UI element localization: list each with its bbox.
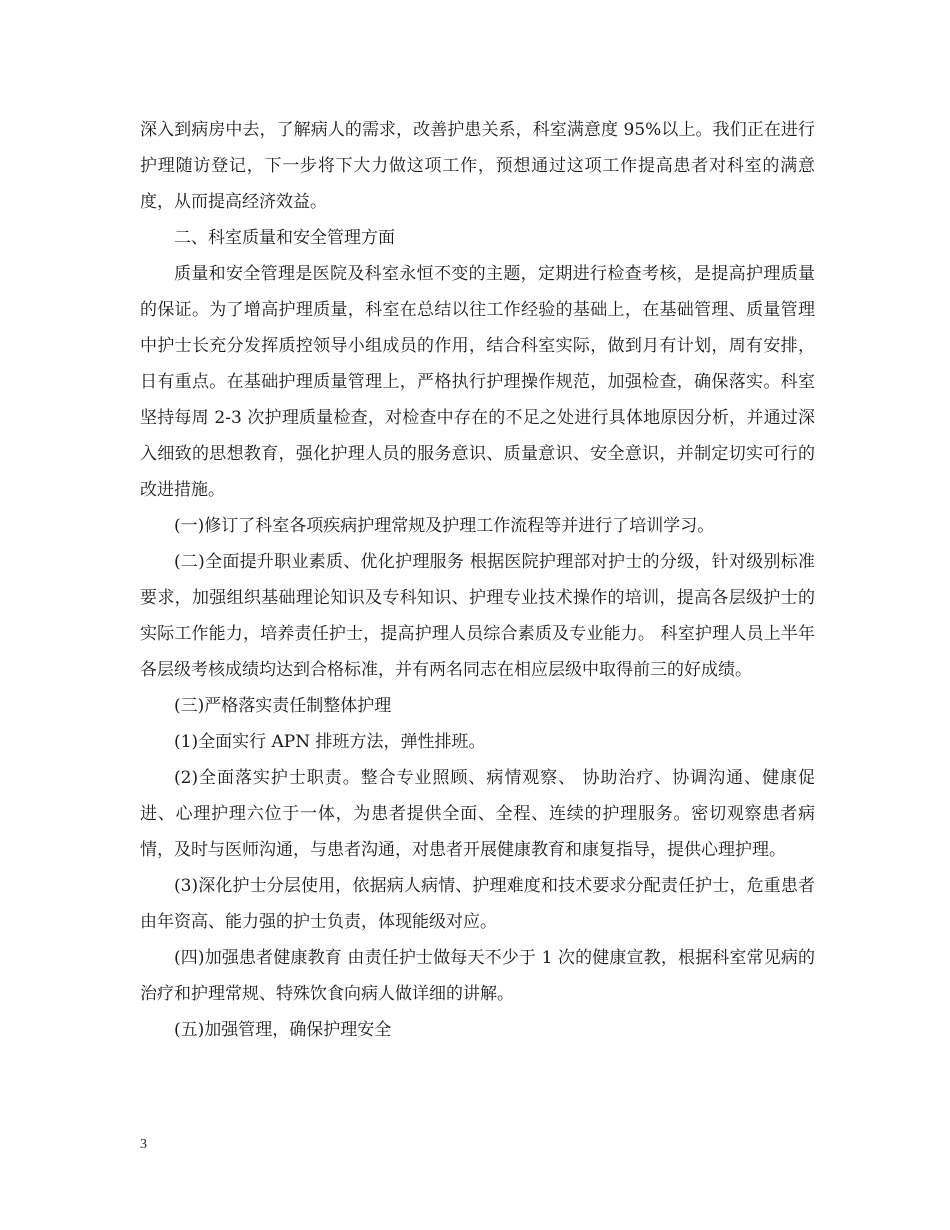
paragraph-item-3-heading: (三)严格落实责任制整体护理 bbox=[174, 696, 392, 716]
paragraph-quality-management: 质量和安全管理是医院及科室永恒不变的主题，定期进行检查考核，是提高护理质量的保证。为了增高护理质量，科室在总结以往工作经验的基础上，在基础管理、质量管理中护士长充分发挥质控领导小组成员的作用，结合科室实际，做到月有计划，周有安排，日有重点。在基础护理质量管理上，严格执行护理操作规范，加强检查，确保落实。科室坚持每周 2-3 次护理质量检查，对检查中存在的不足之处进行具体地原因分析，并通过深入细致的思想教育，强化护理人员的服务意识、质量意识、安全意识，并制定切实可行的改进措施。 bbox=[140, 264, 815, 500]
paragraph-item-5: (五)加强管理，确保护理安全 bbox=[174, 1020, 392, 1040]
paragraph-item-4: (四)加强患者健康教育 由责任护士做每天不少于 1 次的健康宣教，根据科室常见病的治疗和护理常规、特殊饮食向病人做详细的讲解。 bbox=[140, 948, 815, 1004]
paragraph-item-2: (二)全面提升职业素质、优化护理服务 根据医院护理部对护士的分级，针对级别标准要求，加强组织基础理论知识及专科知识、护理专业技术操作的培训，提高各层级护士的实际工作能力，培养责任护士，提高护理人员综合素质及专业能力。 科室护理人员上半年各层级考核成绩均达到合格标准，并有两名同志在相应层级中取得前三的好成绩。 bbox=[140, 552, 815, 680]
paragraph-item-1: (一)修订了科室各项疾病护理常规及护理工作流程等并进行了培训学习。 bbox=[174, 516, 715, 536]
paragraph-continuation: 深入到病房中去，了解病人的需求，改善护患关系，科室满意度 95%以上。我们正在进行护理随访登记，下一步将下大力做这项工作，预想通过这项工作提高患者对科室的满意度，从而提高经济效益。 bbox=[140, 120, 815, 212]
paragraph-subitem-2: (2)全面落实护士职责。整合专业照顾、病情观察、 协助治疗、协调沟通、健康促进、心理护理六位于一体，为患者提供全面、全程、连续的护理服务。密切观察患者病情，及时与医师沟通，与患者沟通，对患者开展健康教育和康复指导，提供心理护理。 bbox=[140, 768, 815, 860]
document-body bbox=[140, 112, 815, 1048]
paragraph-subitem-3: (3)深化护士分层使用，依据病人病情、护理难度和技术要求分配责任护士，危重患者由年资高、能力强的护士负责，体现能级对应。 bbox=[140, 876, 815, 932]
paragraph-subitem-1: (1)全面实行 APN 排班方法，弹性排班。 bbox=[174, 732, 486, 752]
page-number: 3 bbox=[140, 1137, 147, 1152]
section-heading-quality-safety: 二、科室质量和安全管理方面 bbox=[174, 228, 395, 248]
